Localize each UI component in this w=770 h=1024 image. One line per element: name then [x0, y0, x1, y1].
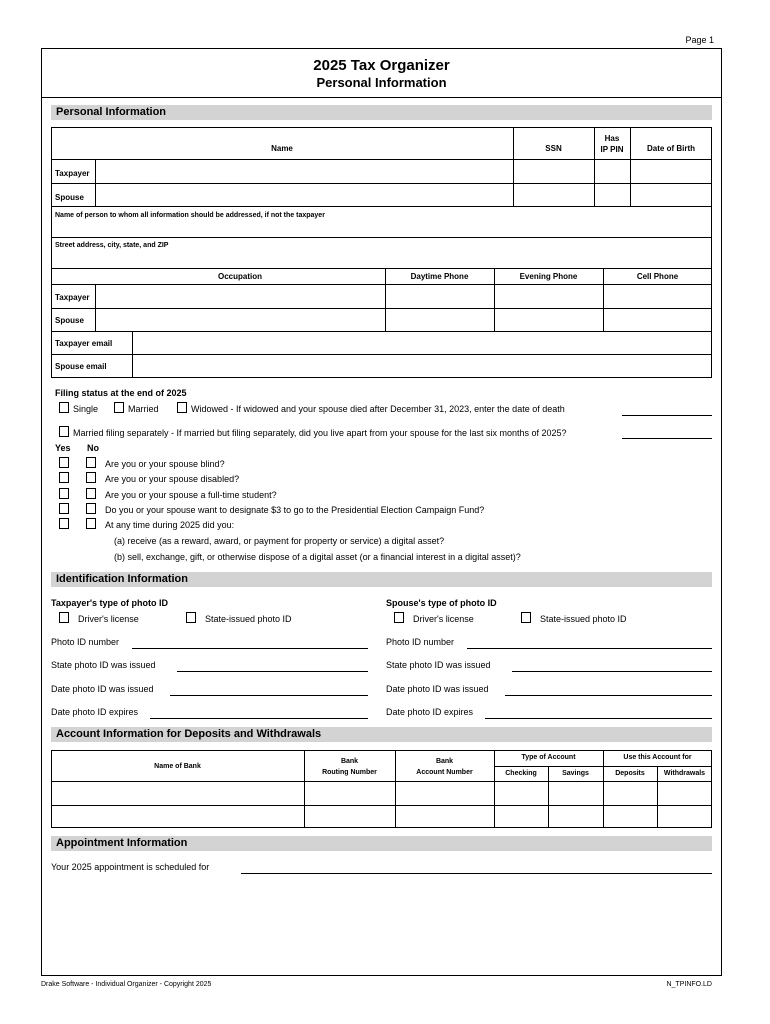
col-daytime-phone: Daytime Phone: [410, 272, 469, 281]
taxpayer-date-expires-line[interactable]: [150, 718, 368, 719]
spouse-drivers-license-label: Driver's license: [413, 614, 474, 624]
mfs-checkbox[interactable]: [59, 426, 69, 437]
filing-status-title: Filing status at the end of 2025: [55, 388, 187, 398]
row-spouse-occupation: Spouse: [55, 316, 84, 325]
col-account-number: Bank Account Number: [416, 758, 473, 776]
appointment-label: Your 2025 appointment is scheduled for: [51, 862, 210, 872]
section-appointment-information: Appointment Information: [51, 836, 712, 851]
spouse-state-id-checkbox[interactable]: [521, 612, 531, 623]
addressee-field[interactable]: [52, 220, 711, 236]
header-divider: [41, 97, 722, 98]
bank-name-field-2[interactable]: [52, 806, 304, 827]
col-ip-pin: Has IP PIN: [600, 134, 624, 154]
taxpayer-state-issued-label: State photo ID was issued: [51, 660, 156, 670]
col-dob: Date of Birth: [647, 144, 695, 153]
q1-yes-checkbox[interactable]: [59, 457, 69, 468]
spouse-date-issued-label: Date photo ID was issued: [386, 684, 489, 694]
spouse-email-field[interactable]: [133, 355, 711, 377]
taxpayer-date-expires-label: Date photo ID expires: [51, 707, 139, 717]
taxpayer-name-field[interactable]: [96, 160, 513, 183]
q3-label: Are you or your spouse a full-time student?: [105, 490, 277, 500]
spouse-email-label: Spouse email: [55, 362, 107, 371]
no-header: No: [87, 443, 99, 453]
q4-no-checkbox[interactable]: [86, 503, 96, 514]
taxpayer-email-field[interactable]: [133, 332, 711, 354]
q1-no-checkbox[interactable]: [86, 457, 96, 468]
taxpayer-state-id-checkbox[interactable]: [186, 612, 196, 623]
single-label: Single: [73, 404, 99, 414]
addressee-label: Name of person to whom all information should be addressed, if not the taxpayer: [55, 212, 325, 219]
form-title: 2025 Tax Organizer: [313, 57, 450, 74]
col-withdrawals: Withdrawals: [663, 770, 706, 777]
widowed-label: Widowed - If widowed and your spouse died after December 31, 2023, enter the date of death: [191, 404, 565, 414]
taxpayer-drivers-license-label: Driver's license: [78, 614, 139, 624]
q5-no-checkbox[interactable]: [86, 518, 96, 529]
footer-copyright: Drake Software - Individual Organizer - Copyright 2025: [41, 981, 212, 988]
col-bank-name: Name of Bank: [154, 763, 201, 770]
col-use-account-for: Use this Account for: [623, 754, 692, 761]
spouse-photo-id-title: Spouse's type of photo ID: [386, 598, 497, 608]
spouse-photo-id-number-line[interactable]: [467, 648, 712, 649]
q5a-label: (a) receive (as a reward, award, or payment for property or service) a digital asset?: [114, 536, 445, 546]
taxpayer-date-issued-label: Date photo ID was issued: [51, 684, 154, 694]
col-deposits: Deposits: [615, 770, 645, 777]
col-name: Name: [271, 144, 293, 153]
taxpayer-drivers-license-checkbox[interactable]: [59, 612, 69, 623]
date-of-death-line[interactable]: [622, 415, 712, 416]
col-ssn: SSN: [545, 144, 562, 153]
q1-label: Are you or your spouse blind?: [105, 459, 225, 469]
taxpayer-date-issued-line[interactable]: [170, 695, 368, 696]
spouse-drivers-license-checkbox[interactable]: [394, 612, 404, 623]
q5b-label: (b) sell, exchange, gift, or otherwise dispose of a digital asset (or a financial interest in a digital asset)?: [114, 552, 521, 562]
address-field[interactable]: [52, 251, 711, 267]
page-number: Page 1: [685, 35, 714, 45]
spouse-date-expires-label: Date photo ID expires: [386, 707, 474, 717]
taxpayer-photo-id-title: Taxpayer's type of photo ID: [51, 598, 168, 608]
col-routing-number: Bank Routing Number: [322, 758, 377, 776]
q2-label: Are you or your spouse disabled?: [105, 474, 240, 484]
spouse-state-id-label: State-issued photo ID: [540, 614, 627, 624]
q5-label: At any time during 2025 did you:: [105, 520, 235, 530]
spouse-state-issued-line[interactable]: [512, 671, 712, 672]
married-checkbox[interactable]: [114, 402, 124, 413]
married-label: Married: [128, 404, 159, 414]
q4-yes-checkbox[interactable]: [59, 503, 69, 514]
q3-no-checkbox[interactable]: [86, 488, 96, 499]
spouse-name-field[interactable]: [96, 184, 513, 206]
taxpayer-state-issued-line[interactable]: [177, 671, 368, 672]
taxpayer-email-label: Taxpayer email: [55, 339, 113, 348]
spouse-date-issued-line[interactable]: [505, 695, 712, 696]
widowed-checkbox[interactable]: [177, 402, 187, 413]
q4-label: Do you or your spouse want to designate $3 to go to the Presidential Election Campaign Fund?: [105, 505, 485, 515]
spouse-date-expires-line[interactable]: [485, 718, 712, 719]
yes-header: Yes: [55, 443, 71, 453]
col-cell-phone: Cell Phone: [636, 272, 679, 281]
taxpayer-photo-id-number-label: Photo ID number: [51, 637, 120, 647]
col-occupation: Occupation: [217, 272, 262, 281]
col-checking: Checking: [505, 770, 537, 777]
col-type-of-account: Type of Account: [521, 754, 576, 761]
section-personal-information: Personal Information: [51, 105, 712, 120]
row-taxpayer: Taxpayer: [55, 169, 90, 178]
spouse-state-issued-label: State photo ID was issued: [386, 660, 491, 670]
address-label: Street address, city, state, and ZIP: [55, 242, 169, 249]
q5-yes-checkbox[interactable]: [59, 518, 69, 529]
q2-yes-checkbox[interactable]: [59, 472, 69, 483]
taxpayer-state-id-label: State-issued photo ID: [205, 614, 292, 624]
form-subtitle: Personal Information: [316, 75, 447, 90]
bank-name-field-1[interactable]: [52, 782, 304, 805]
spouse-photo-id-number-label: Photo ID number: [386, 637, 455, 647]
col-evening-phone: Evening Phone: [519, 272, 578, 281]
row-taxpayer-occupation: Taxpayer: [55, 293, 90, 302]
single-checkbox[interactable]: [59, 402, 69, 413]
appointment-line[interactable]: [241, 873, 712, 874]
mfs-label: Married filing separately - If married but filing separately, did you live apart from your spouse for the last six months of 2025?: [73, 428, 567, 438]
q2-no-checkbox[interactable]: [86, 472, 96, 483]
mfs-answer-line[interactable]: [622, 438, 712, 439]
section-identification-information: Identification Information: [51, 572, 712, 587]
footer-form-code: N_TPINFO.LD: [666, 981, 712, 988]
col-savings: Savings: [562, 770, 589, 777]
q3-yes-checkbox[interactable]: [59, 488, 69, 499]
section-account-information: Account Information for Deposits and Withdrawals: [51, 727, 712, 742]
taxpayer-photo-id-number-line[interactable]: [132, 648, 368, 649]
row-spouse: Spouse: [55, 193, 84, 202]
